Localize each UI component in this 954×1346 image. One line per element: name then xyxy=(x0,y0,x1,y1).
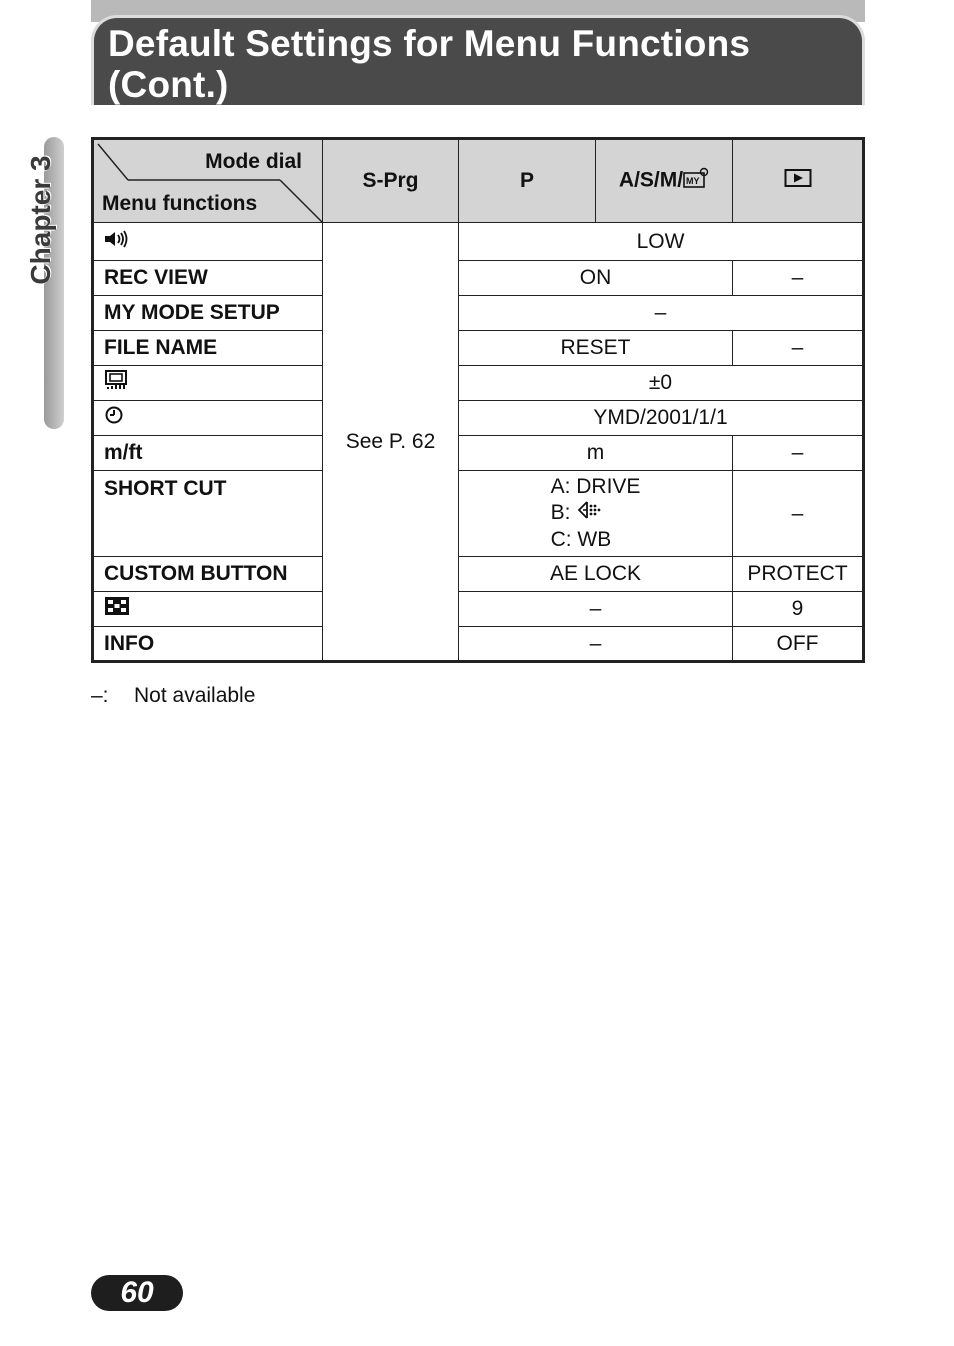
rec-view-playback-value: – xyxy=(733,261,864,296)
table-row xyxy=(93,331,864,366)
m-ft-value: m xyxy=(459,436,733,471)
monitor-brightness-icon xyxy=(104,370,130,396)
row-clock-label xyxy=(93,401,323,436)
row-m-ft-label: m/ft xyxy=(93,436,323,471)
monitor-brightness-value: ±0 xyxy=(459,366,864,401)
row-file-name-label: FILE NAME xyxy=(93,331,323,366)
custom-button-value: AE LOCK xyxy=(459,557,733,592)
m-ft-playback-value: – xyxy=(733,436,864,471)
index-display-playback-value: 9 xyxy=(733,592,864,627)
row-custom-button-label: CUSTOM BUTTON xyxy=(93,557,323,592)
my-mode-icon xyxy=(683,167,709,195)
playback-icon xyxy=(784,168,812,194)
table-row xyxy=(93,627,864,662)
rec-view-value: ON xyxy=(459,261,733,296)
page-title: Default Settings for Menu Functions (Cont.) xyxy=(108,23,751,105)
file-name-playback-value: – xyxy=(733,331,864,366)
table-row xyxy=(93,401,864,436)
table-row xyxy=(93,296,864,331)
col-header-playback xyxy=(733,139,864,223)
table-row xyxy=(93,436,864,471)
col-header-sprg: S-Prg xyxy=(323,139,459,223)
page-number: 60 xyxy=(91,1275,183,1311)
col-header-p: P xyxy=(459,139,596,223)
clock-icon xyxy=(104,405,124,431)
my-mode-setup-value: – xyxy=(459,296,864,331)
volume-icon xyxy=(104,230,130,254)
default-settings-table xyxy=(91,137,865,663)
table-row xyxy=(93,366,864,401)
row-my-mode-setup-label: MY MODE SETUP xyxy=(93,296,323,331)
table-row xyxy=(93,223,864,261)
settings-table-wrap xyxy=(91,137,865,661)
chapter-label: Chapter 3 xyxy=(25,155,56,285)
short-cut-line-b: B: xyxy=(550,501,571,525)
clock-value: YMD/2001/1/1 xyxy=(459,401,864,436)
table-row xyxy=(93,557,864,592)
index-display-value: – xyxy=(459,592,733,627)
short-cut-line-c: C: WB xyxy=(550,528,612,551)
table-row xyxy=(93,261,864,296)
col-header-asm-label: A/S/M/ xyxy=(618,168,684,192)
footnote xyxy=(91,684,255,708)
row-info-label: INFO xyxy=(93,627,323,662)
menu-functions-label: Menu functions xyxy=(102,192,258,215)
short-cut-value xyxy=(459,471,733,557)
table-corner-header xyxy=(93,139,323,223)
col-header-asm xyxy=(596,139,733,223)
mode-dial-label: Mode dial xyxy=(205,150,302,173)
see-page-cell: See P. 62 xyxy=(323,223,459,662)
short-cut-playback-value: – xyxy=(733,471,864,557)
row-short-cut-label: SHORT CUT xyxy=(93,471,323,557)
row-monitor-brightness-label xyxy=(93,366,323,401)
short-cut-line-a: A: DRIVE xyxy=(550,475,641,498)
custom-button-playback-value: PROTECT xyxy=(733,557,864,592)
file-name-value: RESET xyxy=(459,331,733,366)
footnote-key: –: xyxy=(91,684,109,707)
info-value: – xyxy=(459,627,733,662)
table-row xyxy=(93,592,864,627)
svg-text:MY: MY xyxy=(686,176,700,186)
index-display-icon xyxy=(104,596,130,622)
row-volume-label xyxy=(93,223,323,261)
volume-value: LOW xyxy=(459,223,864,261)
row-rec-view-label: REC VIEW xyxy=(93,261,323,296)
row-index-display-label xyxy=(93,592,323,627)
footnote-text: Not available xyxy=(134,684,256,707)
flash-mode-icon xyxy=(576,500,602,527)
page-header-banner xyxy=(91,15,865,105)
table-row xyxy=(93,471,864,557)
info-playback-value: OFF xyxy=(733,627,864,662)
